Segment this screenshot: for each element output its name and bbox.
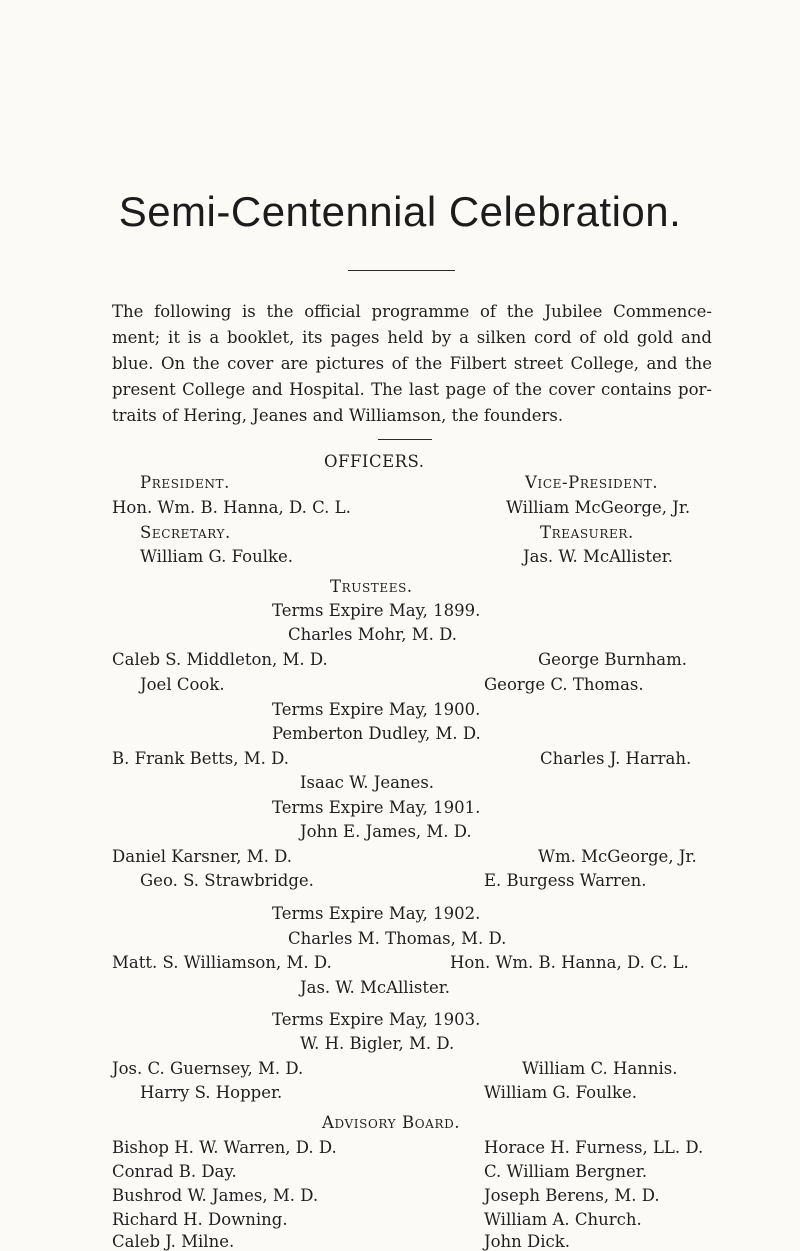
trustee-name: George C. Thomas. bbox=[484, 675, 644, 694]
trustee-name: Matt. S. Williamson, M. D. bbox=[112, 953, 332, 972]
advisory-member: Joseph Berens, M. D. bbox=[484, 1186, 660, 1205]
advisory-member: John Dick. bbox=[484, 1232, 571, 1251]
intro-line: present College and Hospital. The last page of the cover contains por- bbox=[112, 380, 712, 399]
term-1900: Terms Expire May, 1900. bbox=[272, 700, 481, 719]
trustee-name: Caleb S. Middleton, M. D. bbox=[112, 650, 328, 669]
advisory-member: William A. Church. bbox=[484, 1210, 642, 1229]
trustee-name: Charles J. Harrah. bbox=[540, 749, 692, 768]
term-1899: Terms Expire May, 1899. bbox=[272, 601, 481, 620]
trustee-name: E. Burgess Warren. bbox=[484, 871, 647, 890]
intro-line: The following is the official programme of the Jubilee Commence- bbox=[112, 302, 712, 321]
trustee-name: Geo. S. Strawbridge. bbox=[140, 871, 314, 890]
secretary-name: William G. Foulke. bbox=[140, 547, 293, 566]
officers-heading: OFFICERS. bbox=[324, 452, 425, 471]
trustee-name: Harry S. Hopper. bbox=[140, 1083, 283, 1102]
intro-line: ment; it is a booklet, its pages held by a silken cord of old gold and bbox=[112, 328, 712, 347]
title-divider bbox=[348, 270, 455, 271]
intro-line: traits of Hering, Jeanes and Williamson, the founders. bbox=[112, 406, 564, 425]
trustee-name: W. H. Bigler, M. D. bbox=[300, 1034, 455, 1053]
advisory-member: Bishop H. W. Warren, D. D. bbox=[112, 1138, 337, 1157]
trustee-name: Pemberton Dudley, M. D. bbox=[272, 724, 481, 743]
trustee-name: Wm. McGeorge, Jr. bbox=[538, 847, 697, 866]
term-1903: Terms Expire May, 1903. bbox=[272, 1010, 481, 1029]
trustees-heading: Trustees. bbox=[330, 577, 413, 596]
trustee-name: Jas. W. McAllister. bbox=[300, 978, 451, 997]
advisory-board-heading: Advisory Board. bbox=[322, 1113, 461, 1132]
trustee-name: Hon. Wm. B. Hanna, D. C. L. bbox=[450, 953, 689, 972]
intro-line: blue. On the cover are pictures of the Filbert street College, and the bbox=[112, 354, 712, 373]
term-1902: Terms Expire May, 1902. bbox=[272, 904, 481, 923]
advisory-member: Caleb J. Milne. bbox=[112, 1232, 235, 1251]
trustee-name: Charles M. Thomas, M. D. bbox=[288, 929, 507, 948]
trustee-name: Daniel Karsner, M. D. bbox=[112, 847, 293, 866]
advisory-member: Conrad B. Day. bbox=[112, 1162, 237, 1181]
trustee-name: Isaac W. Jeanes. bbox=[300, 773, 435, 792]
trustee-name: William C. Hannis. bbox=[522, 1059, 678, 1078]
term-1901: Terms Expire May, 1901. bbox=[272, 798, 481, 817]
trustee-name: Charles Mohr, M. D. bbox=[288, 625, 458, 644]
secretary-title: Secretary. bbox=[140, 523, 231, 542]
trustee-name: John E. James, M. D. bbox=[300, 822, 472, 841]
president-title: President. bbox=[140, 473, 230, 492]
page-title: Semi-Centennial Celebration. bbox=[118, 188, 682, 235]
vice-president-title: Vice-President. bbox=[525, 473, 659, 492]
advisory-member: C. William Bergner. bbox=[484, 1162, 648, 1181]
intro-paragraph bbox=[112, 299, 712, 429]
advisory-member: Richard H. Downing. bbox=[112, 1210, 288, 1229]
treasurer-title: Treasurer. bbox=[540, 523, 634, 542]
advisory-member: Horace H. Furness, LL. D. bbox=[484, 1138, 704, 1157]
trustee-name: Jos. C. Guernsey, M. D. bbox=[112, 1059, 304, 1078]
trustee-name: George Burnham. bbox=[538, 650, 687, 669]
vice-president-name: William McGeorge, Jr. bbox=[506, 498, 691, 517]
advisory-member: Bushrod W. James, M. D. bbox=[112, 1186, 319, 1205]
intro-divider bbox=[378, 439, 432, 440]
trustee-name: B. Frank Betts, M. D. bbox=[112, 749, 290, 768]
president-name: Hon. Wm. B. Hanna, D. C. L. bbox=[112, 498, 351, 517]
trustee-name: Joel Cook. bbox=[140, 675, 225, 694]
treasurer-name: Jas. W. McAllister. bbox=[523, 547, 674, 566]
trustee-name: William G. Foulke. bbox=[484, 1083, 637, 1102]
